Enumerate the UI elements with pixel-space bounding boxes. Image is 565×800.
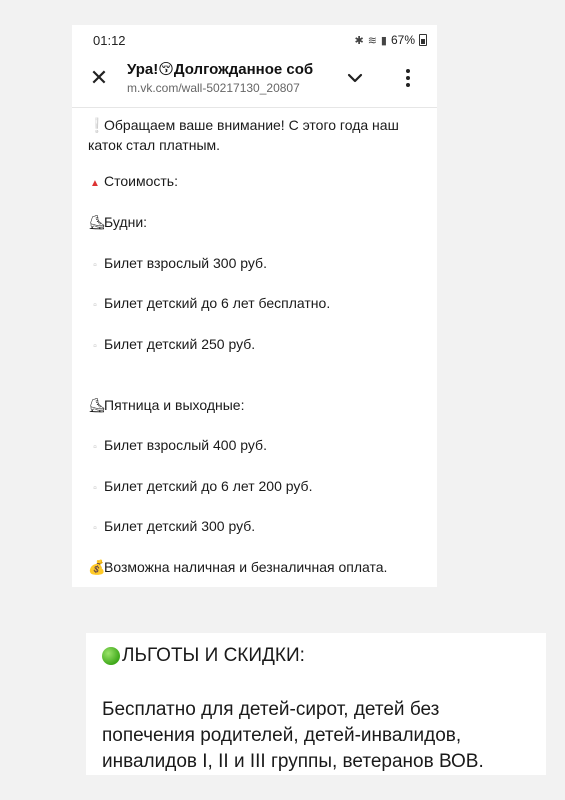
list-item: ▫ Билет взрослый 400 руб.: [88, 435, 267, 458]
weekend-label: Пятница и выходные:: [104, 397, 245, 413]
exclamation-icon: ❕: [88, 117, 106, 133]
chevron-down-icon[interactable]: [344, 67, 366, 89]
ice-skate-icon: ⛸: [88, 397, 106, 413]
bluetooth-icon: ✱: [354, 34, 364, 47]
ticket-icon: ▫: [93, 341, 97, 352]
status-bar: [72, 25, 437, 55]
signal-icon: ▮: [380, 34, 387, 47]
red-triangle-icon: ▲: [90, 178, 100, 189]
title-block: [127, 60, 342, 95]
list-item: ▫ Билет детский 300 руб.: [88, 516, 255, 539]
page-url: m.vk.com/wall-50217130_20807: [127, 81, 300, 95]
more-vert-icon[interactable]: [402, 67, 414, 89]
status-time: 01:12: [93, 33, 126, 48]
page-title: Ура!😚Долгожданное соб: [127, 61, 314, 78]
list-item: ▫ Билет взрослый 300 руб.: [88, 253, 267, 276]
discounts-heading: [102, 645, 305, 667]
ticket-icon: ▫: [93, 260, 97, 271]
ticket-icon: ▫: [93, 523, 97, 534]
status-icons: [354, 33, 427, 47]
money-bag-icon: 💰: [88, 559, 106, 575]
weekend-line: [88, 395, 244, 415]
cost-line: [88, 171, 178, 194]
notice-line: [88, 115, 423, 155]
ice-skate-icon: ⛸: [88, 214, 106, 230]
list-item: ▫ Билет детский 250 руб.: [88, 334, 255, 357]
green-circle-icon: [102, 647, 120, 665]
ticket-icon: ▫: [93, 483, 97, 494]
list-item: ▫ Билет детский до 6 лет бесплатно.: [88, 293, 330, 316]
discounts-card: [86, 633, 546, 775]
weekdays-label: Будни:: [104, 214, 148, 230]
phone-screen: [72, 25, 437, 587]
payment-text: Возможна наличная и безналичная оплата.: [104, 559, 388, 575]
notice-text: Обращаем ваше внимание! С этого года наш каток стал платным.: [88, 117, 399, 153]
cost-label: Стоимость:: [104, 173, 178, 189]
battery-percent: 67%: [390, 33, 415, 47]
ticket-icon: ▫: [93, 300, 97, 311]
wifi-icon: ≋: [367, 34, 377, 47]
list-item: ▫ Билет детский до 6 лет 200 руб.: [88, 476, 312, 499]
weekdays-line: [88, 212, 147, 232]
battery-icon: [419, 34, 427, 46]
close-icon[interactable]: ✕: [89, 65, 109, 90]
discounts-heading-text: ЛЬГОТЫ И СКИДКИ:: [122, 645, 305, 666]
discounts-body: Бесплатно для детей-сирот, детей без попечения родителей, детей-инвалидов, инвалидов I, II и III группы, ветеранов ВОВ.: [102, 699, 484, 772]
ticket-icon: ▫: [93, 442, 97, 453]
payment-line: [88, 557, 387, 577]
